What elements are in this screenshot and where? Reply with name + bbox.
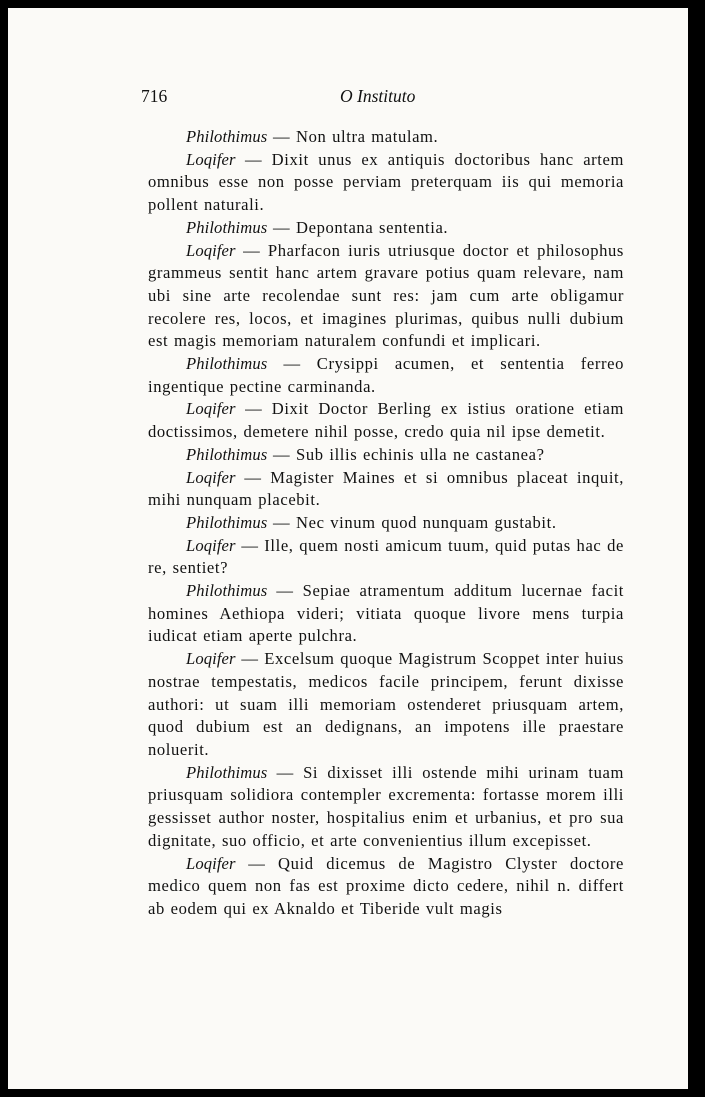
dialogue-paragraph	[148, 467, 624, 512]
em-dash: —	[235, 149, 272, 169]
em-dash: —	[235, 535, 265, 555]
speech-text: Dixit unus ex antiquis doctoribus hanc artem omnibus esse non posse perviam preterquam iis qui memoria pollent naturali.	[148, 149, 624, 215]
speech-text: Depontana sententia.	[296, 217, 449, 237]
em-dash: —	[235, 399, 272, 419]
speaker-name: Loqifer	[186, 240, 236, 260]
speaker-name: Philothimus	[186, 512, 268, 532]
speech-text: Non ultra matulam.	[296, 127, 439, 146]
dialogue-paragraph	[148, 240, 624, 354]
em-dash: —	[267, 127, 297, 146]
speech-text: Sub illis echinis ulla ne castanea?	[296, 444, 545, 464]
dialogue-paragraph	[148, 580, 624, 648]
speaker-name: Philothimus	[186, 762, 268, 782]
dialogue-paragraph	[148, 512, 624, 535]
speaker-name: Philothimus	[186, 127, 268, 146]
speaker-name: Philothimus	[186, 581, 268, 601]
dialogue-paragraph	[148, 853, 624, 921]
dialogue-paragraph	[148, 444, 624, 467]
em-dash: —	[235, 853, 279, 873]
dialogue-paragraph	[148, 648, 624, 762]
speaker-name: Loqifer	[186, 649, 236, 669]
dialogue-paragraph	[148, 126, 624, 149]
em-dash: —	[267, 217, 297, 237]
speaker-name: Philothimus	[186, 354, 268, 374]
speech-text: Ille, quem nosti amicum tuum, quid putas hac de re, sentiet?	[148, 535, 624, 578]
speaker-name: Philothimus	[186, 217, 268, 237]
em-dash: —	[267, 354, 317, 374]
speech-text: Dixit Doctor Berling ex istius oratione etiam doctissimos, demetere nihil posse, credo quia nil ipse demetit.	[148, 399, 624, 442]
em-dash: —	[267, 444, 297, 464]
dialogue-paragraph	[148, 535, 624, 580]
em-dash: —	[235, 240, 268, 260]
speech-text: Crysippi acumen, et sententia ferreo ingentique pectine carminanda.	[148, 354, 624, 396]
speech-text: Sepiae atramentum additum lucernae facit homines Aethiopa videri; vitiata quoque livore mens turpia iudicat etiam aperte pulchra.	[148, 581, 624, 646]
speech-text: Pharfacon iuris utriusque doctor et philosophus grammeus sentit hanc artem gravare potius quam relevare, nam ubi sine arte recolendae sunt res: jam cum arte obligamur recolere res, locos, et imagines plurimas, quibus nulli dubium est magis memoriam naturalem confundi et implicari.	[148, 240, 624, 351]
speaker-name: Loqifer	[186, 853, 236, 873]
dialogue-paragraph	[148, 149, 624, 217]
dialogue-paragraph	[148, 398, 624, 443]
em-dash: —	[267, 581, 303, 601]
em-dash: —	[267, 512, 297, 532]
speech-text: Quid dicemus de Magistro Clyster doctore medico quem non fas est proxime dicto cedere, nihil n. differt ab eodem qui ex Aknaldo et Tiberide vult magis	[148, 853, 624, 918]
speaker-name: Loqifer	[186, 149, 236, 169]
dialogue-paragraph	[148, 762, 624, 853]
speech-text: Excelsum quoque Magistrum Scoppet inter huius nostrae tempestatis, medicos facile principem, ferunt dixisse authori: ut suam illi memoriam ostenderet priusquam artem, quod dubium est an dedignans, an impotens ille praestare noluerit.	[148, 649, 624, 759]
em-dash: —	[235, 467, 271, 487]
page-number: 716	[141, 86, 168, 106]
dialogue-paragraph	[148, 353, 624, 398]
speech-text: Magister Maines et si omnibus placeat inquit, mihi nunquam placebit.	[148, 467, 624, 510]
dialogue-paragraph	[148, 217, 624, 240]
speaker-name: Loqifer	[186, 399, 236, 419]
em-dash: —	[235, 649, 265, 669]
page-title: O Instituto	[340, 86, 416, 106]
dialogue-body	[148, 126, 624, 921]
em-dash: —	[267, 762, 304, 782]
running-head	[141, 86, 630, 110]
speech-text: Nec vinum quod nunquam gustabit.	[296, 512, 557, 532]
speaker-name: Loqifer	[186, 535, 236, 555]
speech-text: Si dixisset illi ostende mihi urinam tuam priusquam solidiora contempler excrementa: fortasse morem illi gessisset author noster, hospitalius enim et urbanius, et pro sua dignitate, suo officio, et arte convenientius illum excepisset.	[148, 762, 624, 850]
speaker-name: Philothimus	[186, 444, 268, 464]
speaker-name: Loqifer	[186, 467, 236, 487]
